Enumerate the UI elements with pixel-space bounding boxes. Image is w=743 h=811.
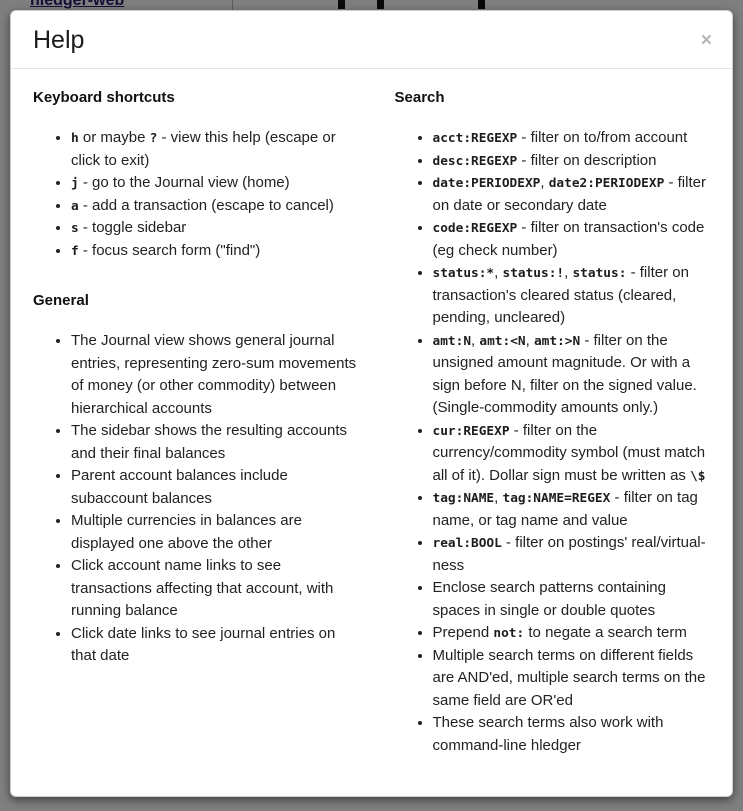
code-term: cur:REGEXP [432,423,510,439]
code-term: real:BOOL [432,536,502,552]
help-list [33,127,358,262]
help-list-item: • f - focus search form ("find") [71,240,358,263]
help-column-right [372,89,733,797]
help-list-item: • status:*, status:!, status: - filter on transaction's cleared status (cleared, pending, uncleared) [433,262,713,330]
help-list-item: • cur:REGEXP - filter on the currency/commodity symbol (must match all of it). Dollar sign must be written as \$ [433,420,713,488]
code-term: date:PERIODEXP [432,176,541,192]
modal-title: Help [33,26,85,54]
help-column-left [11,89,372,797]
help-list-item: • Click account name links to see transactions affecting that account, with running balance [71,555,358,623]
code-term: not: [493,626,525,642]
code-term: status:* [432,266,495,282]
code-term: date2:PERIODEXP [548,176,665,192]
section-heading: Keyboard shortcuts [33,89,175,107]
code-term: amt:N [432,333,472,349]
help-list-item: • Parent account balances include subaccount balances [71,465,358,510]
section-general [33,292,358,668]
help-list-item: • The Journal view shows general journal entries, representing zero-sum movements of money (or other commodity) between hierarchical accounts [71,330,358,420]
help-list-item: • code:REGEXP - filter on transaction's code (eg check number) [433,217,713,262]
help-list-item: • tag:NAME, tag:NAME=REGEX - filter on tag name, or tag name and value [433,487,713,532]
help-list-item: • a - add a transaction (escape to cancel) [71,195,358,218]
help-list-item: • The sidebar shows the resulting accounts and their final balances [71,420,358,465]
help-list-item: • Multiple search terms on different fields are AND'ed, multiple search terms on the same field are OR'ed [433,645,713,713]
help-list-item: • acct:REGEXP - filter on to/from account [433,127,713,150]
code-term: a [71,198,79,214]
help-list-item: • Click date links to see journal entries on that date [71,623,358,668]
code-term: status: [572,266,627,282]
help-list-item: • Multiple currencies in balances are displayed one above the other [71,510,358,555]
modal-body [11,69,732,797]
section-keyboard-shortcuts [33,89,358,262]
help-list-item: • amt:N, amt:<N, amt:>N - filter on the unsigned amount magnitude. Or with a sign before N, filter on the signed value. (Single-commodity amounts only.) [433,330,713,420]
code-term: s [71,221,79,237]
code-term: desc:REGEXP [432,153,518,169]
code-term: j [71,176,79,192]
code-term: status:! [502,266,565,282]
section-heading: General [33,292,89,310]
code-term: tag:NAME [432,491,495,507]
code-term: tag:NAME=REGEX [502,491,611,507]
modal-header [11,11,732,69]
code-term: f [71,243,79,259]
section-search [395,89,713,757]
help-list [33,330,358,668]
help-list-item: • desc:REGEXP - filter on description [433,150,713,173]
help-list-item: • real:BOOL - filter on postings' real/virtual-ness [433,532,713,577]
code-term: h [71,131,79,147]
help-list-item: • j - go to the Journal view (home) [71,172,358,195]
code-term: acct:REGEXP [432,131,518,147]
help-modal [10,10,733,797]
help-list-item: • date:PERIODEXP, date2:PERIODEXP - filter on date or secondary date [433,172,713,217]
help-list-item: • Prepend not: to negate a search term [433,622,713,645]
section-heading: Search [394,89,445,107]
close-icon[interactable]: × [700,30,712,51]
help-list-item: • h or maybe ? - view this help (escape or click to exit) [71,127,358,172]
help-list [395,127,713,757]
code-term: code:REGEXP [432,221,518,237]
help-list-item: • Enclose search patterns containing spaces in single or double quotes [433,577,713,622]
code-term: amt:>N [533,333,581,349]
help-list-item: • s - toggle sidebar [71,217,358,240]
code-term: amt:<N [479,333,526,349]
code-term: \$ [690,468,706,484]
code-term: ? [149,131,158,147]
help-list-item: • These search terms also work with command-line hledger [433,712,713,757]
